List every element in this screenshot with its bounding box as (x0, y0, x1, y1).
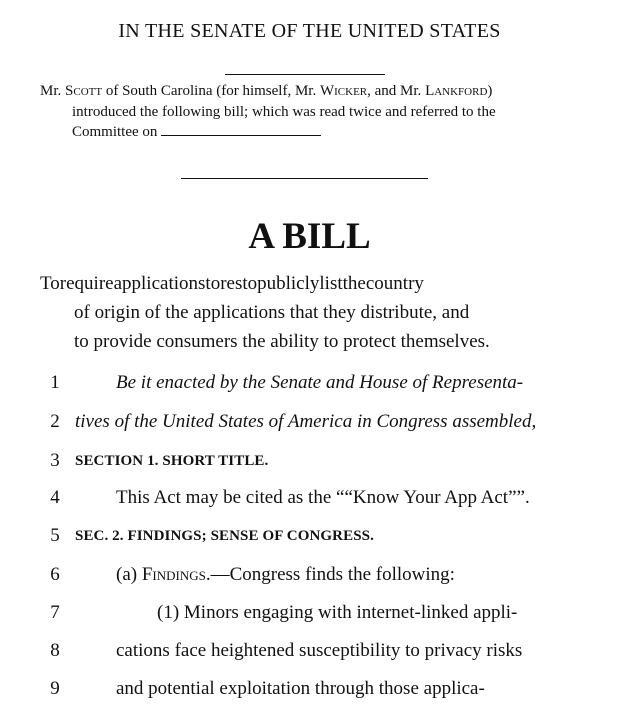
line-number: 2 (50, 411, 60, 432)
line-number: 7 (50, 602, 60, 623)
committee-blank (161, 123, 321, 136)
bill-line-4: This Act may be cited as the ““Know Your App Act””. (116, 487, 530, 508)
bill-line-2: tives of the United States of America in Congress assembled, (75, 411, 537, 432)
line-number: 3 (50, 450, 60, 471)
bill-line-9: and potential exploitation through those applica- (116, 678, 485, 699)
chamber-header: IN THE SENATE OF THE UNITED STATES (118, 20, 501, 42)
bill-line-1: Be it enacted by the Senate and House of Representa- (116, 372, 524, 393)
bill-line-7: (1) Minors engaging with internet-linked appli- (157, 602, 518, 623)
section-1-heading: SECTION 1. SHORT TITLE. (75, 453, 269, 469)
introduction-line-3: Committee on (40, 122, 570, 143)
cosponsor-name: Wicker (319, 83, 368, 99)
introduction-line-1: Mr. Scott of South Carolina (for himself, Mr. Wicker, and Mr. Lankford) (40, 83, 493, 99)
line-number: 6 (50, 564, 60, 585)
cosponsor-name: Lankford (425, 83, 488, 99)
section-2-heading: SEC. 2. FINDINGS; SENSE OF CONGRESS. (75, 528, 374, 544)
purpose-line-3: to provide consumers the ability to protect themselves. (74, 331, 490, 352)
bill-purpose (40, 269, 568, 356)
line-number: 9 (50, 678, 60, 699)
header-rule (225, 74, 385, 75)
bill-title: A BILL (248, 216, 371, 257)
introduction-paragraph (40, 81, 570, 143)
introduction-line-2: introduced the following bill; which was read twice and referred to the (72, 103, 496, 120)
purpose-line-2: of origin of the applications that they distribute, and (74, 302, 470, 323)
line-number: 5 (50, 525, 60, 546)
line-number: 8 (50, 640, 60, 661)
separator-rule (181, 178, 428, 179)
purpose-line-1: Torequireapplicationstorestopubliclylistthecountry (40, 273, 424, 294)
sponsor-name: Scott (65, 83, 103, 99)
bill-line-6: (a) Findings.—Congress finds the following: (116, 564, 455, 585)
line-number: 4 (50, 487, 60, 508)
line-number: 1 (50, 372, 60, 393)
findings-label: Findings (141, 564, 206, 585)
bill-line-8: cations face heightened susceptibility to privacy risks (116, 640, 523, 661)
